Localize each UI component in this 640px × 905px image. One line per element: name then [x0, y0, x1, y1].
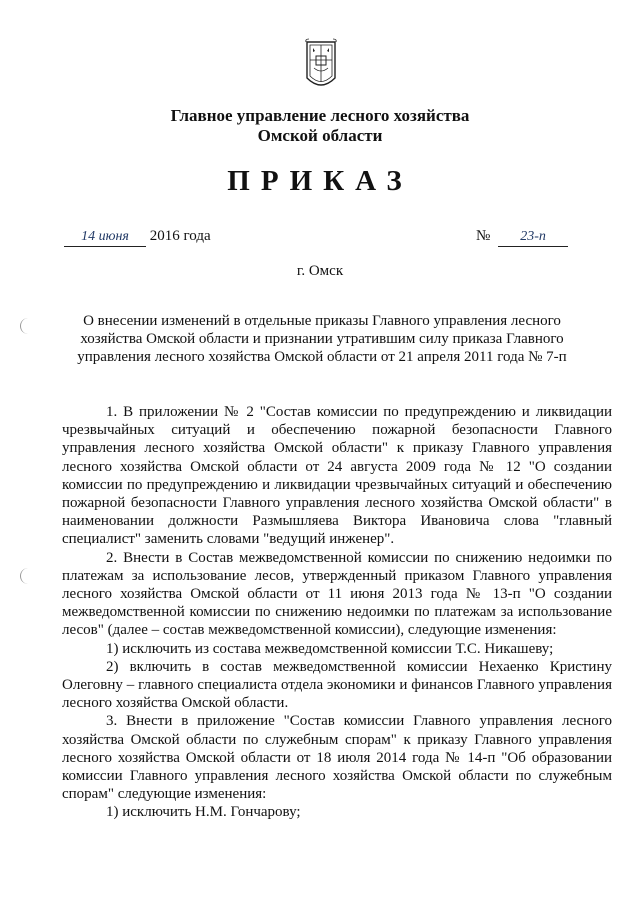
document-type-heading: ПРИКАЗ [227, 165, 413, 197]
coat-of-arms-emblem [304, 38, 338, 94]
paragraph-2: 2. Внести в Состав межведомственной комиссии по снижению недоимки по платежам за использование лесов, утвержденный приказом Главного управления лесного хозяйства Омской области от 11 июня 2013 года № 13-п "О создании межведомственной комиссии по снижению недоимки по платежам за использование лесов" (далее – состав межведомственной комиссии), следующие изменения: [62, 549, 612, 639]
document-title: О внесении изменений в отдельные приказы Главного управления лесного хозяйства Омской области и признании утратившим силу приказа Главного управления лесного хозяйства Омской области от 21 апреля 2011 года № 7-п [77, 313, 567, 365]
binding-hole-mark [20, 568, 33, 584]
paragraph-1: 1. В приложении № 2 "Состав комиссии по предупреждению и ликвидации чрезвычайных ситуаций и обеспечению пожарной безопасности Главного управления лесного хозяйства Омской области" к приказу Главного управления лесного хозяйства Омской области от 24 августа 2009 года № 12 "О создании комиссии по предупреждению и ликвидации чрезвычайных ситуаций и обеспечению пожарной безопасности Главного управления лесного хозяйства Омской области" в наименовании должности Размышляева Виктора Ивановича слова "главный специалист" заменить словами "ведущий инженер". [62, 404, 612, 548]
paragraph-2-item-1: 1) исключить из состава межведомственной комиссии Т.С. Никашеву; [106, 640, 554, 657]
organization-name-line1: Главное управление лесного хозяйства [170, 106, 470, 125]
date-year: 2016 года [149, 228, 211, 244]
document-date [64, 227, 211, 247]
paragraph-2-item-2: 2) включить в состав межведомственной комиссии Нехаенко Кристину Олеговну – главного специалиста отдела экономики и финансов Главного управления лесного хозяйства Омской области. [62, 658, 612, 712]
document-number [476, 227, 568, 247]
organization-name-line2: Омской области [257, 126, 383, 145]
paragraph-3-item-1: 1) исключить Н.М. Гончарову; [106, 804, 301, 821]
document-body [62, 403, 612, 822]
handwritten-date: 14 июня [64, 228, 146, 247]
city: г. Омск [296, 263, 344, 279]
number-sign: № [476, 228, 491, 244]
paragraph-3: 3. Внести в приложение "Состав комиссии Главного управления лесного хозяйства Омской области по служебным спорам" к приказу Главного управления лесного хозяйства Омской области от 18 июля 2014 года № 14-п "Об образовании комиссии Главного управления лесного хозяйства Омской области по служебным спорам" следующие изменения: [62, 713, 612, 803]
handwritten-number: 23-п [498, 228, 568, 247]
binding-hole-mark [20, 318, 33, 334]
